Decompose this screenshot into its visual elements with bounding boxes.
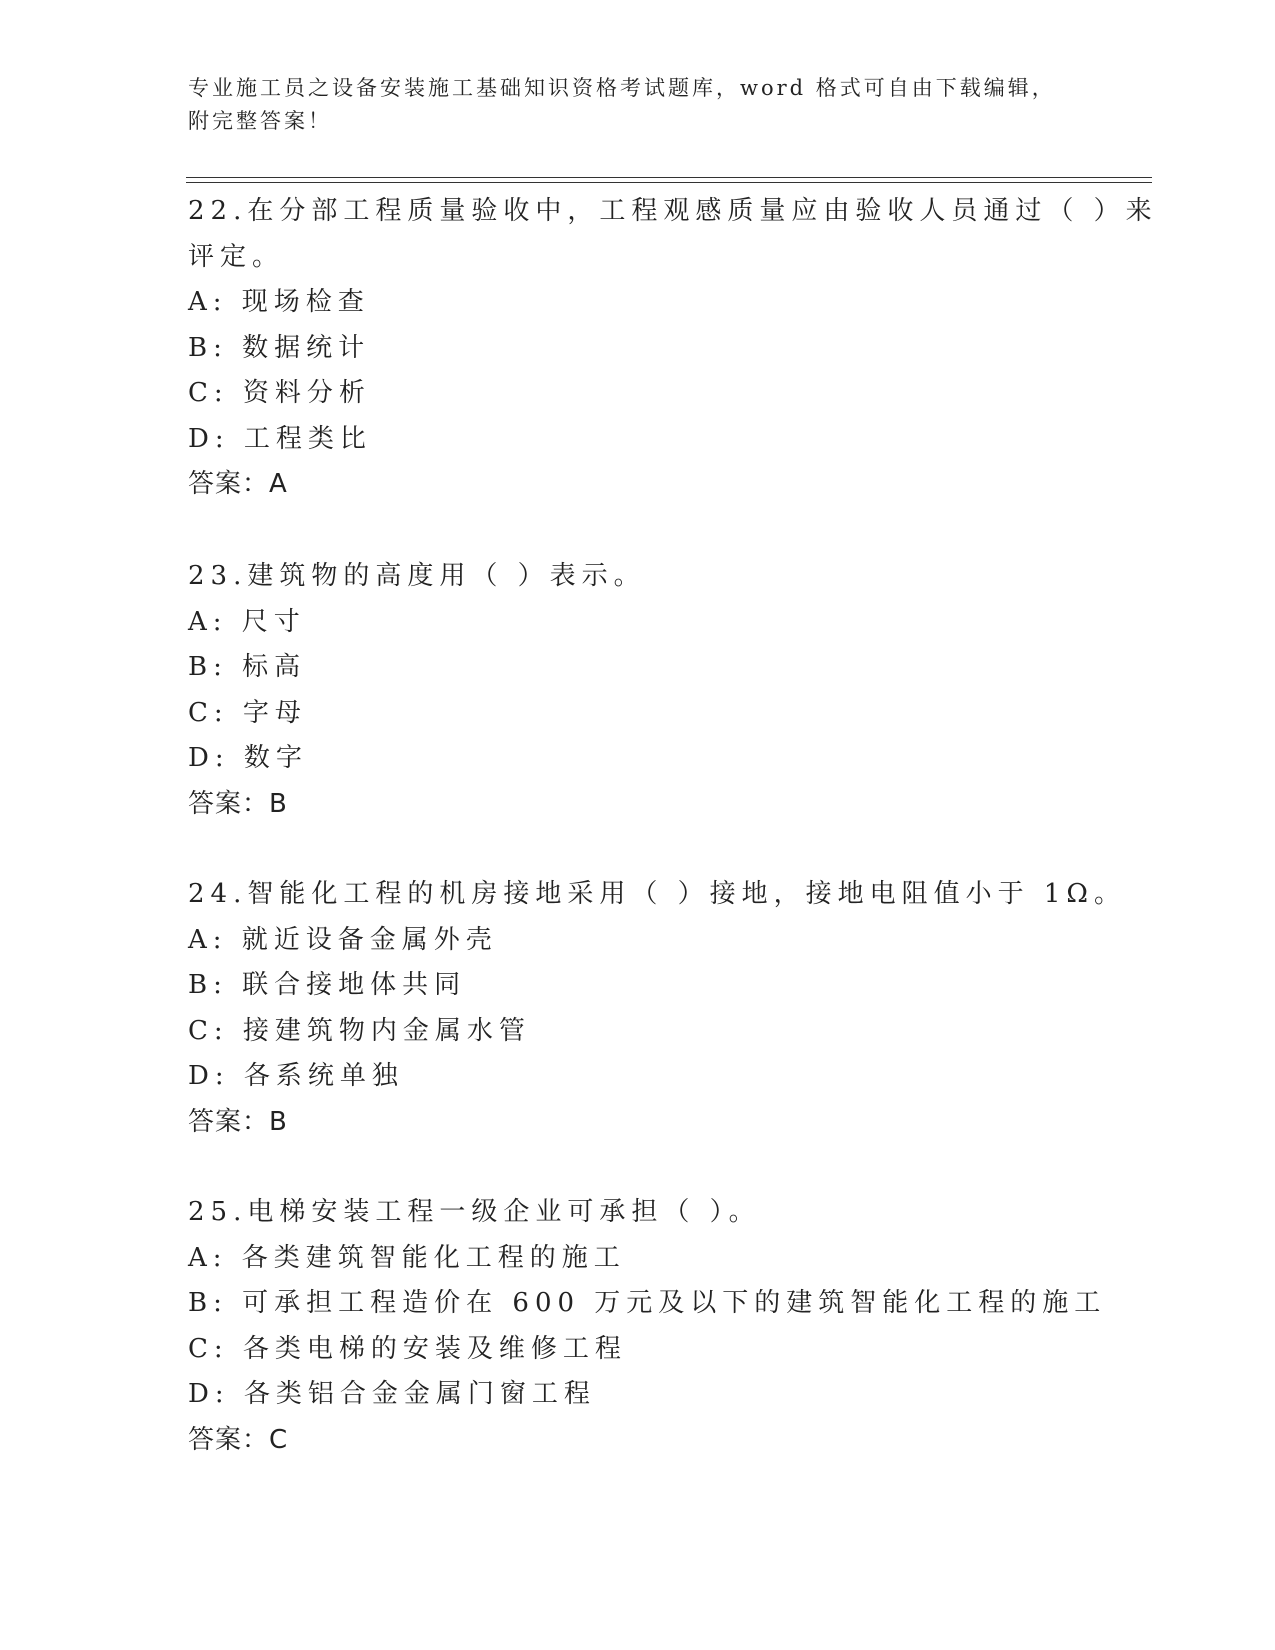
header-divider-bottom [186,182,1152,183]
option-a: A: 尺寸 [188,606,306,637]
option-d: D: 各类铝合金金属门窗工程 [188,1379,596,1409]
option-b: B: 可承担工程造价在 600 万元及以下的建筑智能化工程的施工 [188,1288,1107,1318]
option-d: D: 工程类比 [188,423,372,454]
option-d: D: 数字 [188,743,308,773]
answer-label: 答案：A [188,469,288,499]
option-c: C: 各类电梯的安装及维修工程 [188,1333,627,1364]
answer-label: 答案：C [188,1424,289,1455]
question-stem: 24.智能化工程的机房接地采用（ ）接地，接地电阻值小于 1Ω。 [188,879,1126,909]
answer-label: 答案：B [188,788,288,819]
intro-line-1: 专业施工员之设备安装施工基础知识资格考试题库，word 格式可自由下载编辑， [188,76,1056,100]
answer-label: 答案：B [188,1106,288,1137]
question-24 [188,872,1126,1145]
option-c: C: 资料分析 [188,378,371,408]
question-stem-continued: 评定。 [188,241,285,272]
option-c: C: 字母 [188,697,307,728]
option-c: C: 接建筑物内金属水管 [188,1015,531,1046]
option-b: B: 标高 [188,652,307,682]
question-25 [188,1190,1107,1463]
question-22 [188,189,1158,508]
option-a: A: 就近设备金属外壳 [188,924,498,955]
question-stem: 22.在分部工程质量验收中，工程观感质量应由验收人员通过（ ）来 [188,196,1158,226]
intro-line-2: 附完整答案！ [188,109,332,133]
option-b: B: 联合接地体共同 [188,970,467,1000]
option-d: D: 各系统单独 [188,1061,404,1091]
document-intro [188,72,1088,138]
header-divider-top [186,177,1152,178]
question-stem: 23.建筑物的高度用（ ）表示。 [188,561,646,591]
question-stem: 25.电梯安装工程一级企业可承担（ ）。 [188,1197,761,1227]
option-a: A: 各类建筑智能化工程的施工 [188,1242,626,1273]
option-b: B: 数据统计 [188,332,371,363]
option-a: A: 现场检查 [188,287,370,317]
question-23 [188,554,1088,827]
